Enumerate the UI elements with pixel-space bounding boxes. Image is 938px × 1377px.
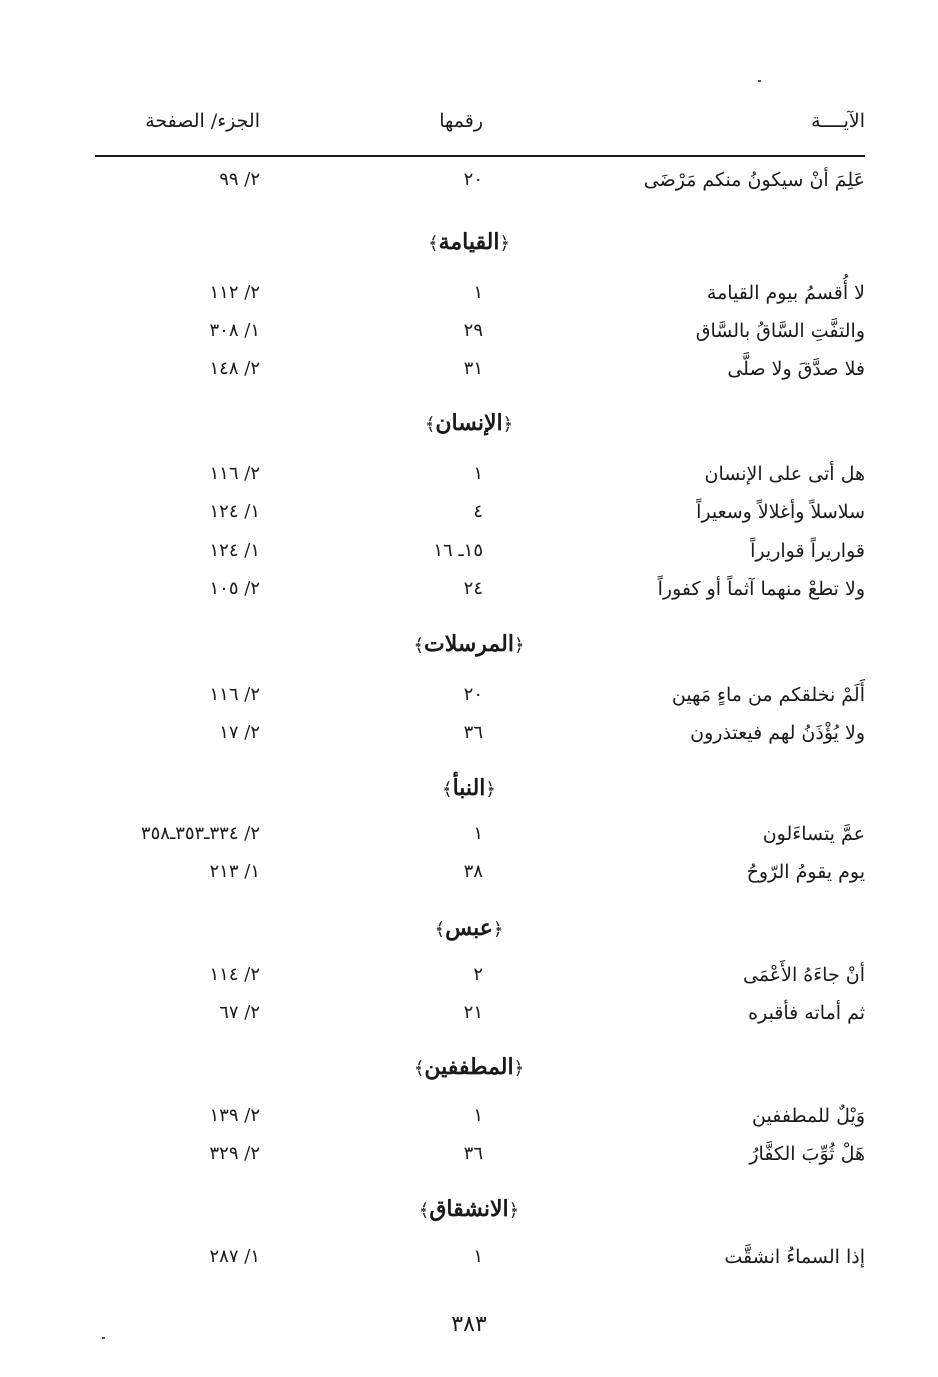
verse-text: عَلِمَ أنْ سيكونُ منكم مَرْضَى bbox=[643, 169, 865, 191]
surah-heading bbox=[0, 410, 938, 436]
surah-name: عبس bbox=[445, 915, 493, 941]
table-row bbox=[95, 861, 865, 895]
table-row bbox=[95, 823, 865, 857]
verse-number: ٢٠ bbox=[463, 169, 483, 190]
surah-name: الإنسان bbox=[435, 410, 503, 436]
surah-name: القيامة bbox=[438, 229, 500, 255]
volume-page-ref: ٢/ ١٤٨ bbox=[209, 358, 260, 379]
table-row bbox=[95, 1246, 865, 1280]
ornament-close: ﴾ bbox=[418, 1200, 430, 1221]
verse-text: عمَّ يتساءَلون bbox=[762, 823, 865, 845]
surah-heading bbox=[0, 229, 938, 255]
table-row bbox=[95, 964, 865, 998]
page-column-header: الجزء/ الصفحة bbox=[145, 110, 260, 132]
verse-text: لا أُقسمُ بيوم القيامة bbox=[706, 282, 865, 304]
volume-page-ref: ١/ ٢١٣ bbox=[209, 861, 260, 882]
surah-name: المطففين bbox=[424, 1054, 514, 1080]
number-column-header: رقمها bbox=[439, 110, 483, 132]
verse-number: ٢٠ bbox=[463, 684, 483, 705]
verse-text: هل أتى على الإنسان bbox=[704, 463, 865, 485]
verse-text: إذا السماءُ انشقَّت bbox=[724, 1246, 865, 1268]
surah-heading bbox=[0, 775, 938, 801]
table-row bbox=[95, 722, 865, 756]
speck-mark bbox=[758, 80, 761, 82]
surah-heading bbox=[0, 631, 938, 657]
verse-number: ١٥ـ ١٦ bbox=[433, 540, 483, 561]
table-row bbox=[95, 540, 865, 574]
table-row bbox=[95, 1002, 865, 1036]
ornament-close: ﴾ bbox=[442, 779, 453, 800]
volume-page-ref: ٢/ ١١٤ bbox=[209, 964, 260, 985]
table-row bbox=[95, 1105, 865, 1139]
ornament-open: ﴿ bbox=[492, 919, 504, 940]
speck-mark bbox=[102, 1337, 105, 1339]
volume-page-ref: ٢/ ٩٩ bbox=[219, 169, 260, 190]
volume-page-ref: ٢/ ١٠٥ bbox=[209, 578, 260, 599]
header-rule bbox=[95, 155, 865, 157]
ornament-close: ﴾ bbox=[413, 1058, 425, 1079]
table-row bbox=[95, 358, 865, 392]
table-row bbox=[95, 501, 865, 535]
verse-number: ٣٨ bbox=[463, 861, 483, 882]
verse-text: أنْ جاءَهُ الأَعْمَى bbox=[742, 964, 865, 986]
volume-page-ref: ٢/ ٣٣٤ـ٣٥٣ـ٣٥٨ bbox=[140, 823, 260, 844]
volume-page-ref: ٢/ ١١٢ bbox=[209, 282, 260, 303]
table-row bbox=[95, 684, 865, 718]
verse-number: ١ bbox=[473, 463, 483, 484]
page-number: ٣٨٣ bbox=[451, 1312, 487, 1337]
verse-number: ٣١ bbox=[463, 358, 483, 379]
surah-heading bbox=[0, 915, 938, 941]
volume-page-ref: ٢/ ١٣٩ bbox=[209, 1105, 260, 1126]
verse-number: ٢ bbox=[473, 964, 483, 985]
ornament-close: ﴾ bbox=[424, 414, 436, 435]
ornament-open: ﴿ bbox=[513, 635, 525, 656]
ornament-close: ﴾ bbox=[434, 919, 446, 940]
table-row bbox=[95, 320, 865, 354]
verse-text: ولا يُؤْذَنُ لهم فيعتذرون bbox=[690, 722, 865, 744]
volume-page-ref: ٢/ ١٧ bbox=[219, 722, 260, 743]
volume-page-ref: ٢/ ١١٦ bbox=[209, 684, 260, 705]
verse-text: سلاسلاً وأغلالاً وسعيراً bbox=[696, 501, 865, 523]
ornament-close: ﴾ bbox=[428, 233, 439, 254]
verse-column-header: الآيــــة bbox=[811, 110, 865, 132]
table-row bbox=[95, 578, 865, 612]
verse-text: هَلْ ثُوِّبَ الكفَّارُ bbox=[749, 1143, 865, 1165]
verse-number: ٢١ bbox=[463, 1002, 483, 1023]
volume-page-ref: ١/ ٣٠٨ bbox=[209, 320, 260, 341]
verse-number: ١ bbox=[473, 1105, 483, 1126]
surah-name: النبأ bbox=[452, 775, 486, 801]
verse-text: فلا صدَّقَ ولا صلَّى bbox=[727, 358, 865, 380]
verse-text: ثم أماته فأقبره bbox=[748, 1002, 865, 1024]
verse-number: ٣٦ bbox=[463, 1143, 483, 1164]
surah-name: المرسلات bbox=[424, 631, 514, 657]
verse-text: يوم يقومُ الرّوحُ bbox=[746, 861, 865, 883]
verse-number: ٤ bbox=[473, 501, 483, 522]
table-row bbox=[95, 1143, 865, 1177]
verse-number: ١ bbox=[473, 282, 483, 303]
verse-text: وَيْلٌ للمطففين bbox=[752, 1105, 865, 1127]
verse-text: قواريراً قواريراً bbox=[750, 540, 865, 562]
verse-number: ١ bbox=[473, 1246, 483, 1267]
volume-page-ref: ٢/ ١١٦ bbox=[209, 463, 260, 484]
verse-text: أَلَمْ نخلقكم من ماءٍ مَهين bbox=[671, 684, 865, 706]
surah-heading bbox=[0, 1196, 938, 1222]
surah-heading bbox=[0, 1054, 938, 1080]
verse-text: والتفَّتِ السَّاقُ بالسَّاق bbox=[695, 320, 865, 342]
ornament-close: ﴾ bbox=[413, 635, 425, 656]
verse-text: ولا تطعْ منهما آثماً أو كفوراً bbox=[657, 578, 865, 600]
ornament-open: ﴿ bbox=[499, 233, 510, 254]
ornament-open: ﴿ bbox=[508, 1200, 520, 1221]
ornament-open: ﴿ bbox=[502, 414, 514, 435]
verse-number: ١ bbox=[473, 823, 483, 844]
verse-number: ٢٤ bbox=[463, 578, 483, 599]
surah-name: الانشقاق bbox=[429, 1196, 509, 1222]
volume-page-ref: ١/ ١٢٤ bbox=[209, 501, 260, 522]
volume-page-ref: ٢/ ٣٢٩ bbox=[209, 1143, 260, 1164]
table-row bbox=[95, 282, 865, 316]
volume-page-ref: ١/ ٢٨٧ bbox=[209, 1246, 260, 1267]
volume-page-ref: ١/ ١٢٤ bbox=[209, 540, 260, 561]
volume-page-ref: ٢/ ٦٧ bbox=[219, 1002, 260, 1023]
ornament-open: ﴿ bbox=[485, 779, 496, 800]
verse-number: ٣٦ bbox=[463, 722, 483, 743]
table-header bbox=[95, 110, 865, 144]
ornament-open: ﴿ bbox=[513, 1058, 525, 1079]
table-row bbox=[95, 463, 865, 497]
table-row bbox=[95, 169, 865, 203]
verse-number: ٢٩ bbox=[463, 320, 483, 341]
